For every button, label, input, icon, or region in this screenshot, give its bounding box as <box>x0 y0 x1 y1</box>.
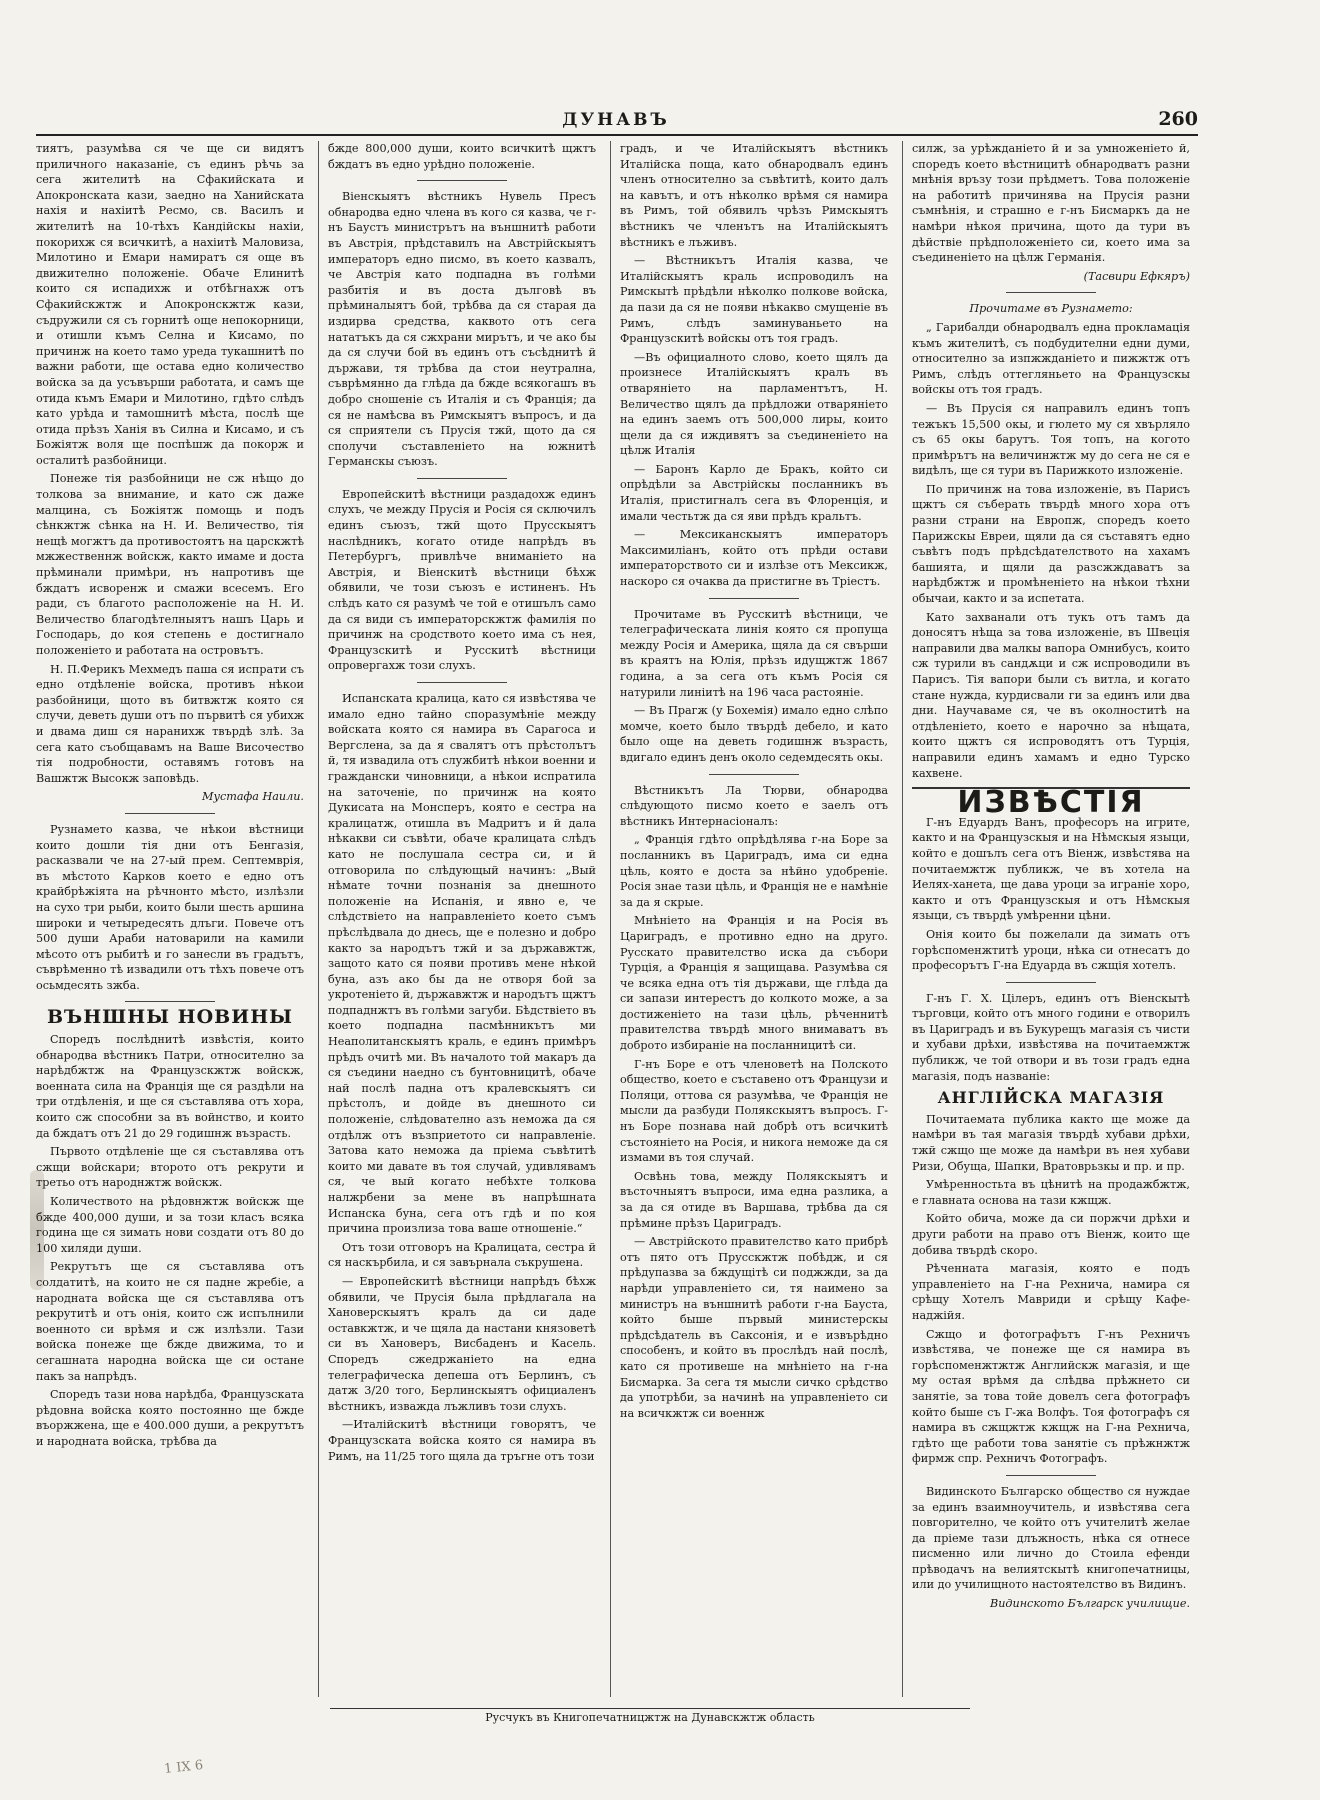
announcement-paragraph: Г-нъ Едуардъ Ванъ, професоръ на игрите, както и на Французскыя и на Нѣмскыя языци, който е дошълъ сега отъ Віенж, извѣстява на почитаемжтж публикж, че въ хотела на Иелях-ханета, ще дава уроци за играніе хоро, както и отъ Французскыя и отъ Нѣмскыя языци, съ твърдѣ умѣренни цѣни. <box>912 815 1190 923</box>
separator <box>1006 982 1096 983</box>
article-paragraph: — Баронъ Карло де Бракъ, който си опрѣдѣли за Австрійскы посланникъ въ Италія, пристигналъ сега въ Флоренція, и имали честьтж да ся яви прѣдъ кральтъ. <box>620 462 888 523</box>
article-paragraph: Споредъ тази нова нарѣдба, Французската рѣдовна войска която постоянно ще бжде въоржжена, ще е 400.000 души, а рекрутътъ и народната войска, трѣбва да <box>36 1388 304 1448</box>
announcement-paragraph: Видинското Българско общество ся нуждае за единъ взаимноучитель, и извѣстява сега повгорително, че който отъ учителитѣ желае да пріеме тази длъжность, нѣка ся отнесе писменно или лично до Стоила ефенди прѣводачъ на велиятскытѣ книгопечатницы, или до училищното настоятелство въ Видинъ. <box>912 1484 1190 1592</box>
article-paragraph: Віенскыятъ вѣстникъ Нувель Пресъ обнародва едно члена въ кого ся казва, че г-нъ Баустъ министрътъ на външнитѣ работи въ Австрія, прѣдставилъ на Австрійскыятъ императоръ едно писмо, въ което казвалъ, че Австрія като подпадна въ голѣми разбитія и въ доста дълговѣ въ прѣминалыятъ бой, трѣбва да ся старая да издирва средства, каквото отъ сега нататъкъ да ся сжхрани мирътъ, и че ако бы да ся случи бой въ единъ отъ съсѣднитѣ й държави, тя трѣбва да стои неутрална, съврѣмянно да глѣда да бжде всякогашъ въ добро сношеніе съ Италія и съ Франція; да ся не намѣсва въ Римскыятъ въпросъ, и да ся сприятели съ Прусія тжй, щото да ся сполучи съставленіето на южнитѣ Германскы съюзъ. <box>328 190 596 469</box>
article-lead: Прочитаме въ Рузнамето: <box>969 302 1133 316</box>
column-divider <box>902 141 903 1697</box>
article-paragraph: Количеството на рѣдовнжтж войскж ще бжде 400,000 души, и за този класъ всяка година ще ся зимать нови создати отъ 80 до 100 хиляди души. <box>36 1195 304 1255</box>
separator <box>125 813 215 814</box>
article-paragraph: — Въ Прусія ся направилъ единъ топъ тежъкъ 15,500 окы, и гюлето му ся хвърляло съ 65 окы барутъ. Тоя топъ, на когото примѣрътъ на величинжтж му до сега не ся е видѣлъ, ще ся тури въ Парижкото изложеніе. <box>912 401 1190 478</box>
article-paragraph: силж, за урѣжданіето й и за умноженіето й, споредъ което вѣстницитѣ обнародватъ разни мнѣнія връзу този прѣдметъ. Това положеніе на работитѣ причинява на Прусія разни съмнѣнія, и страшно е г-нъ Бисмаркъ да не намѣри нѣкоя причина, щото да тури въ дѣйствіе прѣдположеніето си, което има за съединеніето на цѣлж Германія. <box>912 142 1190 265</box>
source-credit: (Тасвири Ефкяръ) <box>1083 269 1190 283</box>
article-paragraph: Освѣнь това, между Полякскыятъ и въсточныятъ въпроси, има една разлика, а за да ся отиде въ Варшава, трѣбва да ся прѣмине прѣзъ Цариградъ. <box>620 1169 888 1230</box>
article-paragraph: бжде 800,000 души, които всичкитѣ щжтъ бждатъ въ едно урѣдно положеніе. <box>328 142 596 171</box>
signature: Видинското Българск училищие. <box>989 1597 1190 1611</box>
article-paragraph: Прочитаме въ Русскитѣ вѣстници, че телеграфическата линія която ся пропуща между Росія и Америка, щяла да ся свърши въ краятъ на Юлія, прѣзъ идущжтж 1867 година, а за сега отъ къмъ Росія ся натурили линіитѣ на 196 часа растояніе. <box>620 607 888 699</box>
announcement-paragraph: Онія които бы пожелали да зимать отъ горѣспоменжтитѣ уроци, нѣка си отнесатъ до професорътъ Г-на Едуарда въ сжщія хотелъ. <box>912 927 1190 973</box>
article-paragraph: „ Гарибалди обнародвалъ една прокламація къмъ жителитѣ, съ подбудителни едни думи, относително за изпжжданіето и пижжтж отъ Римъ, слѣдъ оттегляньето на Французскы войскы отъ тоя градъ. <box>912 320 1190 397</box>
column-3 <box>620 141 888 1701</box>
article-paragraph: — Европейскитѣ вѣстници напрѣдъ бѣхж обявили, че Прусія была прѣдлагала на Хановерскыятъ кралъ да си даде оставкжтж, и че щяла да настани князоветѣ си въ Хановеръ, Висбаденъ и Касель. Споредъ сжедржаніето на една телеграфическа депеша отъ Берлинъ, съ датж 3/20 того, Берлинскыятъ официаленъ вѣстникъ, изважда лъжливъ този слухъ. <box>328 1274 596 1413</box>
article-paragraph: —Италійскитѣ вѣстници говорятъ, че Французската войска която ся намира въ Римъ, на 11/25 того щяла да тръгне отъ този <box>328 1418 596 1463</box>
article-paragraph: Споредъ послѣднитѣ извѣстія, които обнародва вѣстникъ Патри, относително за нарѣдбжтж на Французскжтж войскж, военната сила на Франція ще ся раздѣли на три отдѣленія, и ще ся съставлява отъ хора, които сж способни за въ войнство, и които да бждатъ отъ 21 до 29 годишнж възрасть. <box>36 1033 304 1140</box>
article-paragraph: — Въ Прагж (у Бохемія) имало едно слѣпо момче, което было твърдѣ дебело, и като было още на деветь годишнж възрасть, вдигало единъ денъ около седемдесять окы. <box>620 704 888 764</box>
announcement-paragraph: Почитаемата публика както ще може да намѣри въ тая магазія твърдѣ хубави дрѣхи, тжй сжщо ще може да намѣри въ нея хубави Ризи, Обуща, Шапки, Вратоврьзкы и пр. и пр. <box>912 1112 1190 1173</box>
section-title: ВЪНШНЫ НОВИНЫ <box>47 1006 293 1029</box>
article-paragraph: — Мексиканскыятъ императоръ Максимиліанъ, който отъ прѣди остави императорството си и излѣзе отъ Мексикж, наскоро ся очаква да пристигне въ Тріестъ. <box>620 528 888 589</box>
announcement-paragraph: Който обича, може да си поржчи дрѣхи и други работи на право отъ Віенж, които ще добива твърдѣ скоро. <box>912 1212 1190 1257</box>
masthead-title: ДУНАВЪ <box>562 110 670 130</box>
article-paragraph: Рекрутътъ ще ся съставлява отъ солдатитѣ, на които не ся падне жребіе, а народната войска ще ся съставлява отъ рекрутитѣ и отъ онія, които сж испълнили военното си врѣмя и сж излѣзли. Тази войска понеже ще бжде движима, то и сегашната народна войска ще си остане пакъ за напрѣдъ. <box>36 1260 304 1383</box>
column-divider <box>610 141 611 1697</box>
article-paragraph: Рузнамето казва, че нѣкои вѣстници които дошли тія дни отъ Бенгазія, расказвали че на 27-ый прем. Септемврія, въ мѣстото Карков което е едно отъ крайбрѣжіята на рѣчнонто мѣсто, излѣзли на сухо три рыби, които были шесть аршина широки и четыредесять длъги. Повече отъ 500 души Араби натоварили на камили мѣсото отъ рыбитѣ и го занесли въ градътъ, съврѣменно тѣ извадили отъ тѣхъ повече отъ осьмдесять зжба. <box>36 822 304 992</box>
article-paragraph: Отъ този отговоръ на Кралицата, сестра й ся наскърбила, и ся завърнала съкрушена. <box>328 1240 596 1270</box>
article-paragraph: Испанската кралица, като ся извѣстява че имало едно тайно споразумѣніе между войската която ся намира въ Сарагоса и Вергслена, за да я свалятъ отъ прѣстолътъ й, тя извадила отъ службитѣ нѣкои военни и граждански чиновници, а нѣкои испратила на заточеніе, по причинж на която Дукисата на Монсперъ, която е сестра на кралицатж, отишла въ Мадритъ и й дала нѣкакви си съвѣти, обаче кралицата слѣдъ като не послушала сестра си, и й отговорила по слѣдующый начинъ: „Вый нѣмате точни познанія за днешното положеніе на Испанія, и явно е, че слѣдствіето на направленіето което съмъ прѣслѣдвала до днесь, ще е полезно и добро както за народътъ тжй и за държавжтж, защото като ся появи противъ мене нѣкой буна, азъ ако бы да не отворя бой за укротеніето й, държавжтж и народътъ щжтъ подпаднжтъ въ голѣми загуби. Бѣдствіето въ което подпадна пасмѣнникътъ ми Неаполитанскыятъ краль, е единъ примѣръ прѣдъ очитѣ ми. Въ началото той макаръ да ся съедини наедно съ бунтовницитѣ, обаче най послѣ падна отъ кралевскыятъ си прѣстолъ, и дойде въ днешното си положеніе, слѣдователно азъ неможа да ся отдѣлж отъ възприетото си направленіе. Затова като неможа да пріема съвѣтитѣ които ми давате въ тоя случай, удивлявамъ ся, че вый когато небѣхте толкова налжрбени за мене въ напрѣшната Испанска буна, сега отъ гдѣ и по коя причина произлиза това ваше отношеніе.“ <box>328 692 596 1236</box>
separator <box>417 682 507 683</box>
page-header <box>36 110 1196 136</box>
announcement-paragraph: Умѣренностьта въ цѣнитѣ на продажбжтж, е главната основа на тази кжщж. <box>912 1178 1190 1207</box>
handwritten-margin-note: 1 IX 6 <box>163 1757 204 1778</box>
article-paragraph: Като захванали отъ тукъ отъ тамъ да доносятъ нѣща за това изложеніе, въ Швеція направили два малкы вапора Омнибусъ, които сж турили въ сандѫци и сж испроводили въ Парисъ. Тія вапори были съ витла, и когато стане нужда, курдисвали ги за единъ или два дни. Научаваме ся, че въ околноститѣ на отдѣленіето, което е нарочно за нѣщата, които щжтъ ся испроводятъ отъ Турція, направили единъ хамамъ и едно Турско кахвене. <box>912 610 1190 780</box>
article-paragraph: —Въ официалното слово, което щялъ да произнесе Италійскыятъ кралъ въ отваряніето на парламентътъ, Н. Величество щялъ да прѣдложи отваряніето на единъ заемъ отъ 500,000 лиры, които щели да ся иждивятъ за съединеніето на цѣлж Италія <box>620 350 888 458</box>
separator <box>417 478 507 479</box>
announcement-paragraph: Г-нъ Г. Х. Цілеръ, единъ отъ Віенскытѣ търговци, който отъ много години е отворилъ въ Цариградъ и въ Букурещъ магазія съ чисти и хубави дрѣхи, извѣстява на почитаемжтж публикж, че той отвори и въ този градъ една магазія, подъ названіе: <box>912 991 1190 1083</box>
page-number: 260 <box>1158 108 1198 130</box>
article-paragraph: тиятъ, разумѣва ся че ще си видятъ приличного наказаніе, съ единъ рѣчь за сега жителитѣ на Сфакийската и Апокронската кази, заедно на Ханийската нахія и нахіитѣ Ресмо, св. Василъ и жителитѣ на 10-тѣхъ Кандійскы нахіи, покорихж ся всичкитѣ, а нахіитѣ Маловиза, Милотино и Емари намиратъ ся още въ движително положеніе. Обаче Елинитѣ които ся испадихж и отбѣгнахж отъ Сфакийскжтж и Апокронскжтж кази, съдружили ся съ горнитѣ още непокорници, и отишли къмъ Селна и Кисамо, по причинж на което тамо уреда тукашнитѣ по важни работи, ще остава едно количество войска за да усъвърши работата, и самъ ще отида къмъ Емари и Милотино, гдѣто слѣдъ като урѣда и тамошнитѣ мѣста, послѣ ще отида прѣзъ Ханія въ Силна и Кисамо, и съ Божіятж воля ще поспѣшж да покорж и осталитѣ разбойници. <box>36 142 304 467</box>
separator <box>125 1001 215 1002</box>
article-paragraph: По причинж на това изложеніе, въ Парисъ щжтъ ся съберать твърдѣ много хора отъ разни страни на Европж, споредъ което Парижскы Евреи, щяли да ся съставятъ едно съвѣтъ подъ прѣдсѣдателството на хахамъ башията, и щяли да разсжждаватъ за нарѣдбжтж и промѣненіето на нѣкои тѣхни обычаи, както и за испетата. <box>912 482 1190 606</box>
column-2 <box>328 141 596 1701</box>
column-divider <box>318 141 319 1697</box>
separator <box>1006 292 1096 293</box>
article-paragraph: Мнѣніето на Франція и на Росія въ Цариградъ, е противно едно на друго. Русскато правителство иска да събори Турція, а Франція я защищава. Разумѣва ся че всяка една отъ тія държави, ще глѣда да си запази интерестъ до колкото може, а за достиженіето на тази цѣль, рѣченнитѣ правителства твърдѣ много внимаватъ въ доброто избираніе на посланницитѣ си. <box>620 914 888 1053</box>
article-paragraph: Г-нъ Боре е отъ членоветѣ на Полското общество, което е съставено отъ Французи и Поляци, оттова ся разумѣва, че Франція не мысли да разбуди Полякскыятъ въпросъ. Г-нъ Боре познава най добрѣ отъ всичкитѣ състояніето на Росія, и никога неможе да ся измами въ тоя случай. <box>620 1057 888 1165</box>
separator <box>709 774 799 775</box>
printer-imprint: Русчукъ въ Книгопечатницжтж на Дунавскжтж область <box>330 1708 970 1724</box>
article-paragraph: „ Франція гдѣто опрѣдѣлява г-на Боре за посланникъ въ Цариградъ, има си една цѣль, която е доста за нѣйно удобреніе. Росія знае тази цѣль, и Франція не е намѣніе за да я скрые. <box>620 833 888 909</box>
article-paragraph: — Вѣстникътъ Италія казва, че Италійскыятъ краль испроводилъ на Римскытѣ прѣдѣли нѣколко полкове войска, да пази да ся не появи нѣкакво смущеніе въ Римъ, слѣдъ заминуваньето на Французскитѣ войскы отъ тоя градъ. <box>620 254 888 346</box>
column-4 <box>912 141 1190 1701</box>
article-paragraph: Първото отдѣленіе ще ся съставлява отъ сжщи войскари; второто отъ рекрути и третьо отъ народнжтж войскж. <box>36 1145 304 1190</box>
announcement-paragraph: Сжщо и фотографътъ Г-нъ Рехничъ извѣстява, че понеже ще ся намира въ горѣспоменжтжтж Английскж магазія, и ще му остая врѣмя да слѣдва прѣжнето си занятіе, за това тойе довелъ сега фотографъ който быше съ Г-жа Волфъ. Тоя фотографъ ся намира въ сжщжтж кжщж на Г-на Рехнича, гдѣто ще работи това занятіе съ прѣжнжтж фирмж спр. Рехничъ Фотографъ. <box>912 1327 1190 1466</box>
announcements-title: ИЗВѢСТІЯ <box>957 785 1145 821</box>
separator <box>709 598 799 599</box>
announcement-paragraph: Рѣченната магазія, която е подъ управленіето на Г-на Рехнича, намира ся срѣщу Хотелъ Мавриди и срѣщу Кафе-наджійя. <box>912 1262 1190 1322</box>
column-1 <box>36 141 304 1701</box>
shop-title: АНГЛІЙСКА МАГАЗІЯ <box>937 1088 1165 1108</box>
article-paragraph: Вѣстникътъ Ла Тюрви, обнародва слѣдующото писмо което е заелъ отъ вѣстникъ Интернасіоналъ: <box>620 783 888 828</box>
header-rule <box>36 134 1198 136</box>
article-paragraph: Понеже тія разбойници не сж нѣщо до толкова за внимание, и като сж даже малцина, съ Божіятж помощь и подъ сѣнкжтж сѣнка на Н. И. Величество, тія нещѣ могжтъ да противостоятъ на царскжтѣ мжжественнж войскж, както имаме и доста прѣминали примѣри, нъ напротивъ ще бждатъ исворенж и смажи всесемъ. Его ради, съ благото расположеніе на Н. И. Величество благодѣтелныятъ нашъ Царь и Господарь, до коя степень е достигнало положеніето и работата на островътъ. <box>36 472 304 657</box>
signature: Мустафа Наили. <box>202 790 304 804</box>
separator <box>417 180 507 181</box>
article-paragraph: — Австрійското правителство като прибрѣ отъ пято отъ Прусскжтж побѣдж, и ся прѣдупазва за бждущітѣ си поджжди, за да нарѣди управленіето си, тя наимено за министръ на външнитѣ работи г-на Бауста, който быше първый министерскы прѣдсѣдатель въ Саксонія, и е извърѣдно способенъ, и който въ прослѣдъ най послѣ, като ся противеше на мнѣніето на г-на Бисмарка. За сега тя мысли сичко срѣдство да употрѣби, за начинѣ на управленіето си на всичкжтж си военнж <box>620 1235 888 1420</box>
separator <box>1006 1475 1096 1476</box>
article-paragraph: Европейскитѣ вѣстници раздадохж единъ слухъ, че между Прусія и Росія ся сключилъ единъ съюзъ, тжй щото Прусскыятъ наслѣдникъ, когато отиде напрѣдъ въ Петербургъ, привлѣче вниманіето на Австрія, и Віенскитѣ вѣстници бѣхж обявили, че този съюзъ е истиненъ. Нъ слѣдъ като ся разумѣ че той е отишълъ само да ся види съ императорскжтж фамилія по причинж на сродството което има съ нея, Французскитѣ и Русскитѣ вѣстници опровергахж този слухъ. <box>328 487 596 673</box>
article-paragraph: Н. П.Ферикъ Мехмедъ паша ся испрати съ едно отдѣленіе войска, противъ нѣкои разбойници, щото въ битвжтж която ся случи, деветь души отъ по първитѣ ся убихж и двама диш ся наранихж твърдѣ злѣ. За сега като съобщавамъ на Ваше Височество тія подробности, оставямъ готовъ на Вашжтж Высокж заповѣдь. <box>36 662 304 785</box>
article-paragraph: градъ, и че Италійскыятъ вѣстникъ Италійска поща, като обнародвалъ единъ членъ относително за съвѣтитѣ, които далъ на кавътъ, и отъ нѣколко врѣмя ся намира въ Римъ, той обявилъ чрѣзъ Римскыятъ вѣстникъ че членътъ на Италійскыятъ вѣстникъ е лъживъ. <box>620 142 888 249</box>
